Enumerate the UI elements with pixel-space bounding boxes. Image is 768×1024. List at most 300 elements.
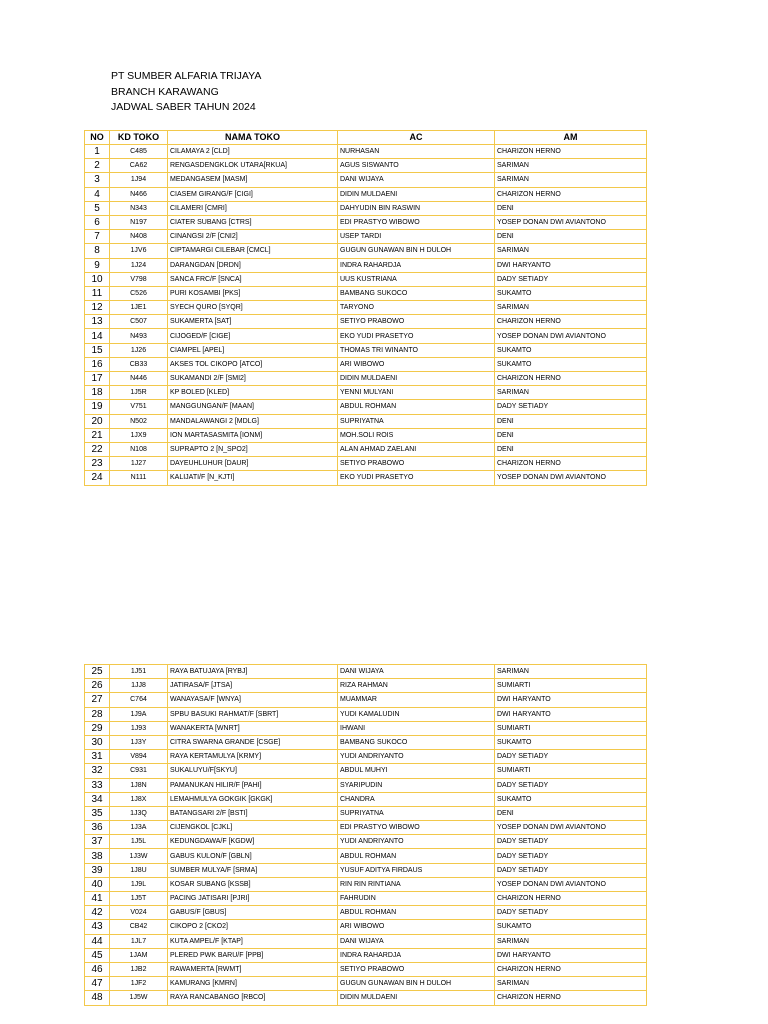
am-cell: SARIMAN bbox=[495, 977, 647, 991]
no-cell: 3 bbox=[85, 173, 110, 187]
no-cell: 40 bbox=[85, 877, 110, 891]
ac-cell: DANI WIJAYA bbox=[338, 934, 495, 948]
kd-toko-cell: 1J26 bbox=[110, 343, 168, 357]
nama-toko-cell: SUKALUYU/F[SKYU] bbox=[168, 764, 338, 778]
ac-cell: RIZA RAHMAN bbox=[338, 679, 495, 693]
am-cell: CHARIZON HERNO bbox=[495, 962, 647, 976]
kd-toko-cell: C507 bbox=[110, 315, 168, 329]
kd-toko-cell: V798 bbox=[110, 272, 168, 286]
am-cell: SARIMAN bbox=[495, 665, 647, 679]
am-cell: SUMIARTI bbox=[495, 721, 647, 735]
kd-toko-cell: C526 bbox=[110, 286, 168, 300]
ac-cell: TARYONO bbox=[338, 301, 495, 315]
ac-cell: GUGUN GUNAWAN BIN H DULOH bbox=[338, 244, 495, 258]
am-cell: DENI bbox=[495, 201, 647, 215]
kd-toko-cell: 1J3W bbox=[110, 849, 168, 863]
ac-cell: MUAMMAR bbox=[338, 693, 495, 707]
column-header-kd-toko: KD TOKO bbox=[110, 131, 168, 145]
no-cell: 28 bbox=[85, 707, 110, 721]
table-row bbox=[85, 849, 647, 863]
table-row bbox=[85, 286, 647, 300]
ac-cell: MOH.SOLI ROIS bbox=[338, 428, 495, 442]
kd-toko-cell: 1JF2 bbox=[110, 977, 168, 991]
am-cell: CHARIZON HERNO bbox=[495, 372, 647, 386]
nama-toko-cell: KUTA AMPEL/F [KTAP] bbox=[168, 934, 338, 948]
nama-toko-cell: KAMURANG [KMRN] bbox=[168, 977, 338, 991]
kd-toko-cell: 1J5R bbox=[110, 386, 168, 400]
nama-toko-cell: CIATER SUBANG [CTRS] bbox=[168, 215, 338, 229]
no-cell: 37 bbox=[85, 835, 110, 849]
ac-cell: DANI WIJAYA bbox=[338, 173, 495, 187]
am-cell: CHARIZON HERNO bbox=[495, 315, 647, 329]
kd-toko-cell: 1J8U bbox=[110, 863, 168, 877]
nama-toko-cell: PURI KOSAMBI [PKS] bbox=[168, 286, 338, 300]
am-cell: YOSEP DONAN DWI AVIANTONO bbox=[495, 215, 647, 229]
table-row bbox=[85, 343, 647, 357]
am-cell: DADY SETIADY bbox=[495, 778, 647, 792]
am-cell: DADY SETIADY bbox=[495, 272, 647, 286]
kd-toko-cell: 1J5W bbox=[110, 991, 168, 1005]
no-cell: 29 bbox=[85, 721, 110, 735]
ac-cell: EDI PRASTYO WIBOWO bbox=[338, 215, 495, 229]
no-cell: 13 bbox=[85, 315, 110, 329]
kd-toko-cell: 1J3A bbox=[110, 821, 168, 835]
kd-toko-cell: C764 bbox=[110, 693, 168, 707]
no-cell: 18 bbox=[85, 386, 110, 400]
ac-cell: DIDIN MULDAENI bbox=[338, 187, 495, 201]
no-cell: 26 bbox=[85, 679, 110, 693]
ac-cell: YUDI ANDRIYANTO bbox=[338, 750, 495, 764]
nama-toko-cell: CIJENGKOL [CJKL] bbox=[168, 821, 338, 835]
table-row bbox=[85, 173, 647, 187]
am-cell: DENI bbox=[495, 230, 647, 244]
no-cell: 22 bbox=[85, 442, 110, 456]
am-cell: DENI bbox=[495, 414, 647, 428]
kd-toko-cell: 1JJ8 bbox=[110, 679, 168, 693]
am-cell: SARIMAN bbox=[495, 159, 647, 173]
table-row bbox=[85, 821, 647, 835]
no-cell: 23 bbox=[85, 457, 110, 471]
am-cell: DADY SETIADY bbox=[495, 863, 647, 877]
no-cell: 47 bbox=[85, 977, 110, 991]
table-row bbox=[85, 806, 647, 820]
am-cell: DADY SETIADY bbox=[495, 906, 647, 920]
am-cell: SUKAMTO bbox=[495, 792, 647, 806]
no-cell: 34 bbox=[85, 792, 110, 806]
am-cell: CHARIZON HERNO bbox=[495, 892, 647, 906]
am-cell: DENI bbox=[495, 806, 647, 820]
ac-cell: DANI WIJAYA bbox=[338, 665, 495, 679]
nama-toko-cell: MEDANGASEM [MASM] bbox=[168, 173, 338, 187]
am-cell: SUKAMTO bbox=[495, 920, 647, 934]
no-cell: 43 bbox=[85, 920, 110, 934]
table-row bbox=[85, 442, 647, 456]
ac-cell: SETIYO PRABOWO bbox=[338, 315, 495, 329]
ac-cell: UUS KUSTRIANA bbox=[338, 272, 495, 286]
no-cell: 11 bbox=[85, 286, 110, 300]
kd-toko-cell: 1JB2 bbox=[110, 962, 168, 976]
ac-cell: YUDI ANDRIYANTO bbox=[338, 835, 495, 849]
nama-toko-cell: PACING JATISARI [PJRI] bbox=[168, 892, 338, 906]
ac-cell: FAHRUDIN bbox=[338, 892, 495, 906]
schedule-title: JADWAL SABER TAHUN 2024 bbox=[111, 101, 256, 113]
nama-toko-cell: DARANGDAN [DRDN] bbox=[168, 258, 338, 272]
ac-cell: ALAN AHMAD ZAELANI bbox=[338, 442, 495, 456]
ac-cell: CHANDRA bbox=[338, 792, 495, 806]
kd-toko-cell: 1J51 bbox=[110, 665, 168, 679]
am-cell: DADY SETIADY bbox=[495, 835, 647, 849]
table-row bbox=[85, 906, 647, 920]
am-cell: DADY SETIADY bbox=[495, 400, 647, 414]
table-row bbox=[85, 187, 647, 201]
table-row bbox=[85, 792, 647, 806]
nama-toko-cell: SUPRAPTO 2 [N_SPO2] bbox=[168, 442, 338, 456]
table-row bbox=[85, 414, 647, 428]
table-row bbox=[85, 991, 647, 1005]
no-cell: 46 bbox=[85, 962, 110, 976]
am-cell: DWI HARYANTO bbox=[495, 948, 647, 962]
nama-toko-cell: CILAMERI [CMRI] bbox=[168, 201, 338, 215]
nama-toko-cell: SUMBER MULYA/F [SRMA] bbox=[168, 863, 338, 877]
ac-cell: ABDUL ROHMAN bbox=[338, 906, 495, 920]
no-cell: 45 bbox=[85, 948, 110, 962]
table-row bbox=[85, 948, 647, 962]
table-row bbox=[85, 315, 647, 329]
kd-toko-cell: 1J93 bbox=[110, 721, 168, 735]
table-row bbox=[85, 329, 647, 343]
nama-toko-cell: BATANGSARI 2/F [BSTI] bbox=[168, 806, 338, 820]
table-row bbox=[85, 877, 647, 891]
table-row bbox=[85, 386, 647, 400]
nama-toko-cell: MANGGUNGAN/F [MAAN] bbox=[168, 400, 338, 414]
nama-toko-cell: CITRA SWARNA GRANDE [CSGE] bbox=[168, 735, 338, 749]
kd-toko-cell: 1J8N bbox=[110, 778, 168, 792]
ac-cell: ABDUL MUHYI bbox=[338, 764, 495, 778]
am-cell: DENI bbox=[495, 442, 647, 456]
table-row bbox=[85, 201, 647, 215]
kd-toko-cell: N466 bbox=[110, 187, 168, 201]
no-cell: 10 bbox=[85, 272, 110, 286]
ac-cell: BAMBANG SUKOCO bbox=[338, 286, 495, 300]
table-row bbox=[85, 679, 647, 693]
no-cell: 44 bbox=[85, 934, 110, 948]
kd-toko-cell: 1J3Y bbox=[110, 735, 168, 749]
kd-toko-cell: 1J8X bbox=[110, 792, 168, 806]
table-row bbox=[85, 159, 647, 173]
table-row bbox=[85, 920, 647, 934]
table-row bbox=[85, 215, 647, 229]
ac-cell: YUDI KAMALUDIN bbox=[338, 707, 495, 721]
ac-cell: ABDUL ROHMAN bbox=[338, 400, 495, 414]
no-cell: 15 bbox=[85, 343, 110, 357]
no-cell: 19 bbox=[85, 400, 110, 414]
no-cell: 4 bbox=[85, 187, 110, 201]
ac-cell: INDRA RAHARDJA bbox=[338, 258, 495, 272]
no-cell: 38 bbox=[85, 849, 110, 863]
table-row bbox=[85, 457, 647, 471]
no-cell: 39 bbox=[85, 863, 110, 877]
kd-toko-cell: N343 bbox=[110, 201, 168, 215]
nama-toko-cell: RAWAMERTA [RWMT] bbox=[168, 962, 338, 976]
kd-toko-cell: 1J94 bbox=[110, 173, 168, 187]
ac-cell: RIN RIN RINTIANA bbox=[338, 877, 495, 891]
kd-toko-cell: 1J9A bbox=[110, 707, 168, 721]
ac-cell: IHWANI bbox=[338, 721, 495, 735]
kd-toko-cell: V751 bbox=[110, 400, 168, 414]
no-cell: 9 bbox=[85, 258, 110, 272]
kd-toko-cell: N446 bbox=[110, 372, 168, 386]
table-row bbox=[85, 665, 647, 679]
no-cell: 42 bbox=[85, 906, 110, 920]
branch-name: BRANCH KARAWANG bbox=[111, 85, 219, 98]
table-row bbox=[85, 721, 647, 735]
schedule-table-2 bbox=[84, 664, 647, 1006]
table-row bbox=[85, 707, 647, 721]
nama-toko-cell: CIKOPO 2 [CKO2] bbox=[168, 920, 338, 934]
kd-toko-cell: N502 bbox=[110, 414, 168, 428]
kd-toko-cell: N197 bbox=[110, 215, 168, 229]
nama-toko-cell: RAYA KERTAMULYA [KRMY] bbox=[168, 750, 338, 764]
am-cell: SUKAMTO bbox=[495, 286, 647, 300]
nama-toko-cell: SYECH QURO [SYQR] bbox=[168, 301, 338, 315]
no-cell: 5 bbox=[85, 201, 110, 215]
table-row bbox=[85, 244, 647, 258]
am-cell: DWI HARYANTO bbox=[495, 707, 647, 721]
nama-toko-cell: CILAMAYA 2 [CLD] bbox=[168, 145, 338, 159]
ac-cell: DIDIN MULDAENI bbox=[338, 372, 495, 386]
am-cell: DWI HARYANTO bbox=[495, 258, 647, 272]
no-cell: 30 bbox=[85, 735, 110, 749]
ac-cell: AGUS SISWANTO bbox=[338, 159, 495, 173]
column-header-no: NO bbox=[85, 131, 110, 145]
nama-toko-cell: SANCA FRC/F [SNCA] bbox=[168, 272, 338, 286]
kd-toko-cell: 1JAM bbox=[110, 948, 168, 962]
nama-toko-cell: KP BOLED [KLED] bbox=[168, 386, 338, 400]
schedule-table-1 bbox=[84, 130, 647, 486]
ac-cell: INDRA RAHARDJA bbox=[338, 948, 495, 962]
column-header-ac: AC bbox=[338, 131, 495, 145]
nama-toko-cell: RAYA BATUJAYA [RYBJ] bbox=[168, 665, 338, 679]
kd-toko-cell: 1J3Q bbox=[110, 806, 168, 820]
nama-toko-cell: LEMAHMULYA GOKGIK [GKGK] bbox=[168, 792, 338, 806]
kd-toko-cell: 1JL7 bbox=[110, 934, 168, 948]
table-row bbox=[85, 835, 647, 849]
table-row bbox=[85, 272, 647, 286]
am-cell: YOSEP DONAN DWI AVIANTONO bbox=[495, 821, 647, 835]
nama-toko-cell: SUKAMANDI 2/F [SMI2] bbox=[168, 372, 338, 386]
ac-cell: GUGUN GUNAWAN BIN H DULOH bbox=[338, 977, 495, 991]
am-cell: SUKAMTO bbox=[495, 357, 647, 371]
nama-toko-cell: CIJOGED/F [CIGE] bbox=[168, 329, 338, 343]
kd-toko-cell: N408 bbox=[110, 230, 168, 244]
ac-cell: ABDUL ROHMAN bbox=[338, 849, 495, 863]
ac-cell: SYARIPUDIN bbox=[338, 778, 495, 792]
table-body-1 bbox=[85, 145, 647, 486]
table-row bbox=[85, 145, 647, 159]
ac-cell: ARI WIBOWO bbox=[338, 357, 495, 371]
ac-cell: DIDIN MULDAENI bbox=[338, 991, 495, 1005]
no-cell: 31 bbox=[85, 750, 110, 764]
ac-cell: EKO YUDI PRASETYO bbox=[338, 329, 495, 343]
kd-toko-cell: V894 bbox=[110, 750, 168, 764]
table-row bbox=[85, 863, 647, 877]
ac-cell: USEP TARDI bbox=[338, 230, 495, 244]
nama-toko-cell: DAYEUHLUHUR [DAUR] bbox=[168, 457, 338, 471]
table-row bbox=[85, 471, 647, 485]
table-row bbox=[85, 428, 647, 442]
no-cell: 36 bbox=[85, 821, 110, 835]
kd-toko-cell: N111 bbox=[110, 471, 168, 485]
kd-toko-cell: CB33 bbox=[110, 357, 168, 371]
kd-toko-cell: N493 bbox=[110, 329, 168, 343]
am-cell: YOSEP DONAN DWI AVIANTONO bbox=[495, 329, 647, 343]
table-row bbox=[85, 735, 647, 749]
kd-toko-cell: C485 bbox=[110, 145, 168, 159]
ac-cell: SETIYO PRABOWO bbox=[338, 962, 495, 976]
document-header bbox=[111, 69, 261, 116]
nama-toko-cell: KALIJATI/F [N_KJTI] bbox=[168, 471, 338, 485]
am-cell: YOSEP DONAN DWI AVIANTONO bbox=[495, 471, 647, 485]
am-cell: SARIMAN bbox=[495, 173, 647, 187]
ac-cell: THOMAS TRI WINANTO bbox=[338, 343, 495, 357]
no-cell: 41 bbox=[85, 892, 110, 906]
nama-toko-cell: CIPTAMARGI CILEBAR [CMCL] bbox=[168, 244, 338, 258]
nama-toko-cell: PLERED PWK BARU/F [PPB] bbox=[168, 948, 338, 962]
nama-toko-cell: ION MARTASASMITA [IONM] bbox=[168, 428, 338, 442]
ac-cell: BAMBANG SUKOCO bbox=[338, 735, 495, 749]
no-cell: 24 bbox=[85, 471, 110, 485]
no-cell: 27 bbox=[85, 693, 110, 707]
no-cell: 48 bbox=[85, 991, 110, 1005]
ac-cell: SUPRIYATNA bbox=[338, 806, 495, 820]
table-row bbox=[85, 301, 647, 315]
no-cell: 25 bbox=[85, 665, 110, 679]
no-cell: 6 bbox=[85, 215, 110, 229]
am-cell: SUMIARTI bbox=[495, 764, 647, 778]
ac-cell: SUPRIYATNA bbox=[338, 414, 495, 428]
table-row bbox=[85, 357, 647, 371]
nama-toko-cell: WANAYASA/F [WNYA] bbox=[168, 693, 338, 707]
kd-toko-cell: CA62 bbox=[110, 159, 168, 173]
table-row bbox=[85, 962, 647, 976]
nama-toko-cell: JATIRASA/F [JTSA] bbox=[168, 679, 338, 693]
no-cell: 21 bbox=[85, 428, 110, 442]
nama-toko-cell: KOSAR SUBANG [KSSB] bbox=[168, 877, 338, 891]
no-cell: 12 bbox=[85, 301, 110, 315]
no-cell: 14 bbox=[85, 329, 110, 343]
am-cell: SARIMAN bbox=[495, 934, 647, 948]
am-cell: DADY SETIADY bbox=[495, 750, 647, 764]
no-cell: 2 bbox=[85, 159, 110, 173]
no-cell: 8 bbox=[85, 244, 110, 258]
kd-toko-cell: 1JX9 bbox=[110, 428, 168, 442]
no-cell: 16 bbox=[85, 357, 110, 371]
am-cell: SARIMAN bbox=[495, 244, 647, 258]
am-cell: CHARIZON HERNO bbox=[495, 145, 647, 159]
am-cell: CHARIZON HERNO bbox=[495, 187, 647, 201]
am-cell: CHARIZON HERNO bbox=[495, 457, 647, 471]
kd-toko-cell: CB42 bbox=[110, 920, 168, 934]
am-cell: DENI bbox=[495, 428, 647, 442]
am-cell: DWI HARYANTO bbox=[495, 693, 647, 707]
am-cell: SUKAMTO bbox=[495, 735, 647, 749]
ac-cell: DAHYUDIN BIN RASWIN bbox=[338, 201, 495, 215]
table-header-row bbox=[85, 131, 647, 145]
ac-cell: ARI WIBOWO bbox=[338, 920, 495, 934]
column-header-nama-toko: NAMA TOKO bbox=[168, 131, 338, 145]
no-cell: 1 bbox=[85, 145, 110, 159]
table-row bbox=[85, 693, 647, 707]
kd-toko-cell: N108 bbox=[110, 442, 168, 456]
nama-toko-cell: CINANGSI 2/F [CNI2] bbox=[168, 230, 338, 244]
no-cell: 32 bbox=[85, 764, 110, 778]
am-cell: CHARIZON HERNO bbox=[495, 991, 647, 1005]
kd-toko-cell: 1J5L bbox=[110, 835, 168, 849]
nama-toko-cell: KEDUNGDAWA/F [KGDW] bbox=[168, 835, 338, 849]
ac-cell: YENNI MULYANI bbox=[338, 386, 495, 400]
table-row bbox=[85, 400, 647, 414]
ac-cell: YUSUF ADITYA FIRDAUS bbox=[338, 863, 495, 877]
nama-toko-cell: SUKAMERTA [SAT] bbox=[168, 315, 338, 329]
table-row bbox=[85, 230, 647, 244]
table-body-2 bbox=[85, 665, 647, 1006]
kd-toko-cell: V024 bbox=[110, 906, 168, 920]
kd-toko-cell: 1JE1 bbox=[110, 301, 168, 315]
no-cell: 17 bbox=[85, 372, 110, 386]
no-cell: 35 bbox=[85, 806, 110, 820]
kd-toko-cell: 1JV6 bbox=[110, 244, 168, 258]
nama-toko-cell: RENGASDENGKLOK UTARA[RKUA] bbox=[168, 159, 338, 173]
ac-cell: EKO YUDI PRASETYO bbox=[338, 471, 495, 485]
nama-toko-cell: SPBU BASUKI RAHMAT/F [SBRT] bbox=[168, 707, 338, 721]
ac-cell: NURHASAN bbox=[338, 145, 495, 159]
ac-cell: SETIYO PRABOWO bbox=[338, 457, 495, 471]
company-name: PT SUMBER ALFARIA TRIJAYA bbox=[111, 70, 262, 82]
table-row bbox=[85, 764, 647, 778]
no-cell: 7 bbox=[85, 230, 110, 244]
am-cell: SUKAMTO bbox=[495, 343, 647, 357]
kd-toko-cell: 1J24 bbox=[110, 258, 168, 272]
table-row bbox=[85, 372, 647, 386]
nama-toko-cell: CIASEM GIRANG/F [CIGI] bbox=[168, 187, 338, 201]
nama-toko-cell: CIAMPEL [APEL] bbox=[168, 343, 338, 357]
nama-toko-cell: MANDALAWANGI 2 [MDLG] bbox=[168, 414, 338, 428]
nama-toko-cell: WANAKERTA [WNRT] bbox=[168, 721, 338, 735]
am-cell: YOSEP DONAN DWI AVIANTONO bbox=[495, 877, 647, 891]
am-cell: DADY SETIADY bbox=[495, 849, 647, 863]
table-row bbox=[85, 750, 647, 764]
kd-toko-cell: C931 bbox=[110, 764, 168, 778]
nama-toko-cell: PAMANUKAN HILIR/F [PAHI] bbox=[168, 778, 338, 792]
am-cell: SUMIARTI bbox=[495, 679, 647, 693]
table-row bbox=[85, 934, 647, 948]
nama-toko-cell: GABUS KULON/F [GBLN] bbox=[168, 849, 338, 863]
nama-toko-cell: GABUS/F [GBUS] bbox=[168, 906, 338, 920]
am-cell: SARIMAN bbox=[495, 386, 647, 400]
table-row bbox=[85, 977, 647, 991]
kd-toko-cell: 1J5T bbox=[110, 892, 168, 906]
ac-cell: EDI PRASTYO WIBOWO bbox=[338, 821, 495, 835]
am-cell: SARIMAN bbox=[495, 301, 647, 315]
kd-toko-cell: 1J9L bbox=[110, 877, 168, 891]
kd-toko-cell: 1J27 bbox=[110, 457, 168, 471]
no-cell: 20 bbox=[85, 414, 110, 428]
nama-toko-cell: AKSES TOL CIKOPO [ATCO] bbox=[168, 357, 338, 371]
no-cell: 33 bbox=[85, 778, 110, 792]
table-row bbox=[85, 778, 647, 792]
table-row bbox=[85, 892, 647, 906]
nama-toko-cell: RAYA RANCABANGO [RBCO] bbox=[168, 991, 338, 1005]
